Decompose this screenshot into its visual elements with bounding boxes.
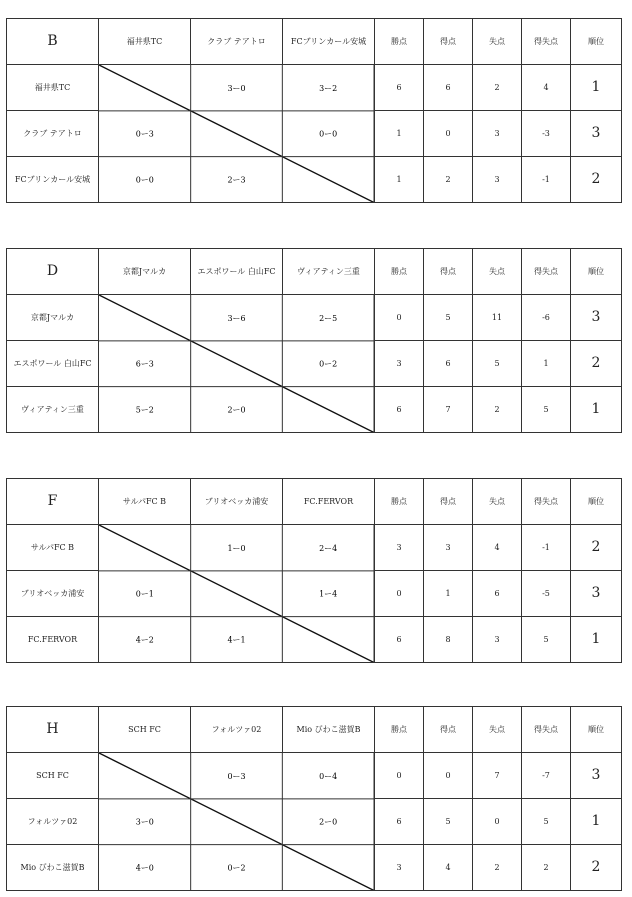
points: 3 bbox=[375, 845, 424, 891]
header-row bbox=[7, 707, 622, 753]
col-header-points: 勝点 bbox=[375, 479, 424, 525]
goals-for: 7 bbox=[424, 387, 473, 433]
team-name: エスポワール 白山FC bbox=[7, 341, 99, 387]
goals-against: 4 bbox=[473, 525, 522, 571]
team-name: FC.FERVOR bbox=[7, 617, 99, 663]
group-letter: B bbox=[7, 19, 99, 65]
goal-diff: -1 bbox=[522, 525, 571, 571]
match-result: 0ー3 bbox=[135, 129, 154, 139]
match-result: 3ー0 bbox=[227, 83, 246, 93]
diagonal-line bbox=[99, 525, 374, 663]
table-row bbox=[7, 65, 622, 111]
goals-against: 6 bbox=[473, 571, 522, 617]
group-letter: H bbox=[7, 707, 99, 753]
points: 0 bbox=[375, 295, 424, 341]
col-header-rank: 順位 bbox=[571, 707, 622, 753]
goals-for: 5 bbox=[424, 799, 473, 845]
col-header-team: クラブ テアトロ bbox=[191, 19, 283, 65]
col-header-goals-against: 失点 bbox=[473, 707, 522, 753]
group-b-table bbox=[6, 18, 622, 203]
team-name: ブリオベッカ浦安 bbox=[7, 571, 99, 617]
diagonal-results bbox=[99, 525, 375, 663]
goals-against: 7 bbox=[473, 753, 522, 799]
match-result: 2ー4 bbox=[319, 543, 338, 553]
goals-against: 2 bbox=[473, 65, 522, 111]
col-header-goals-against: 失点 bbox=[473, 479, 522, 525]
goal-diff: -3 bbox=[522, 111, 571, 157]
match-result: 2ー3 bbox=[227, 175, 246, 185]
points: 6 bbox=[375, 617, 424, 663]
points: 0 bbox=[375, 753, 424, 799]
team-name: クラブ テアトロ bbox=[7, 111, 99, 157]
goals-for: 1 bbox=[424, 571, 473, 617]
match-result: 0ー0 bbox=[135, 175, 154, 185]
col-header-team: SCH FC bbox=[99, 707, 191, 753]
group-f-table bbox=[6, 478, 622, 663]
match-result: 3ー6 bbox=[227, 313, 246, 323]
rank: 1 bbox=[571, 799, 622, 845]
goals-for: 8 bbox=[424, 617, 473, 663]
diagonal-line bbox=[99, 295, 374, 433]
goal-diff: 4 bbox=[522, 65, 571, 111]
points: 3 bbox=[375, 525, 424, 571]
group-h-table bbox=[6, 706, 622, 891]
table-row bbox=[7, 295, 622, 341]
col-header-goal-diff: 得失点 bbox=[522, 707, 571, 753]
col-header-points: 勝点 bbox=[375, 19, 424, 65]
col-header-team: 福井県TC bbox=[99, 19, 191, 65]
col-header-team: サルパFC B bbox=[99, 479, 191, 525]
col-header-goal-diff: 得失点 bbox=[522, 249, 571, 295]
col-header-team: Mio びわこ滋賀B bbox=[283, 707, 375, 753]
col-header-goals-for: 得点 bbox=[424, 249, 473, 295]
match-result: 4ー2 bbox=[135, 635, 154, 645]
team-name: FCブリンカール安城 bbox=[7, 157, 99, 203]
goals-for: 5 bbox=[424, 295, 473, 341]
diagonal-line bbox=[99, 65, 374, 203]
goals-for: 6 bbox=[424, 65, 473, 111]
group-letter: D bbox=[7, 249, 99, 295]
col-header-team: フォルツァ02 bbox=[191, 707, 283, 753]
team-name: フォルツァ02 bbox=[7, 799, 99, 845]
goals-for: 3 bbox=[424, 525, 473, 571]
goals-against: 3 bbox=[473, 617, 522, 663]
match-result: 0ー0 bbox=[319, 129, 338, 139]
points: 6 bbox=[375, 65, 424, 111]
goal-diff: 1 bbox=[522, 341, 571, 387]
team-name: 福井県TC bbox=[7, 65, 99, 111]
match-result: 2ー5 bbox=[319, 313, 338, 323]
team-name: SCH FC bbox=[7, 753, 99, 799]
col-header-rank: 順位 bbox=[571, 479, 622, 525]
header-row bbox=[7, 19, 622, 65]
goals-against: 3 bbox=[473, 111, 522, 157]
match-result: 3ー2 bbox=[319, 83, 338, 93]
col-header-goal-diff: 得失点 bbox=[522, 479, 571, 525]
match-result: 5ー2 bbox=[135, 405, 154, 415]
col-header-team: ヴィアティン三重 bbox=[283, 249, 375, 295]
header-row bbox=[7, 249, 622, 295]
group-letter: F bbox=[7, 479, 99, 525]
col-header-team: エスポワール 白山FC bbox=[191, 249, 283, 295]
match-result: 2ー0 bbox=[227, 405, 246, 415]
goals-against: 0 bbox=[473, 799, 522, 845]
match-result: 1ー4 bbox=[319, 589, 338, 599]
team-name: Mio びわこ滋賀B bbox=[7, 845, 99, 891]
col-header-rank: 順位 bbox=[571, 249, 622, 295]
points: 1 bbox=[375, 157, 424, 203]
goals-for: 0 bbox=[424, 753, 473, 799]
col-header-points: 勝点 bbox=[375, 249, 424, 295]
rank: 1 bbox=[571, 617, 622, 663]
match-result: 0ー2 bbox=[227, 863, 246, 873]
points: 6 bbox=[375, 387, 424, 433]
match-result: 4ー0 bbox=[135, 863, 154, 873]
goals-against: 11 bbox=[473, 295, 522, 341]
match-result: 4ー1 bbox=[227, 635, 246, 645]
diagonal-results bbox=[99, 65, 375, 203]
match-result: 6ー3 bbox=[135, 359, 154, 369]
match-result: 2ー0 bbox=[319, 817, 338, 827]
goals-for: 0 bbox=[424, 111, 473, 157]
col-header-team: FC.FERVOR bbox=[283, 479, 375, 525]
goals-for: 2 bbox=[424, 157, 473, 203]
rank: 2 bbox=[571, 341, 622, 387]
team-name: ヴィアティン三重 bbox=[7, 387, 99, 433]
col-header-team: ブリオベッカ浦安 bbox=[191, 479, 283, 525]
diagonal-results bbox=[99, 295, 375, 433]
goal-diff: 2 bbox=[522, 845, 571, 891]
team-name: サルパFC B bbox=[7, 525, 99, 571]
points: 1 bbox=[375, 111, 424, 157]
rank: 3 bbox=[571, 295, 622, 341]
col-header-goals-for: 得点 bbox=[424, 707, 473, 753]
goals-for: 6 bbox=[424, 341, 473, 387]
diagonal-results bbox=[99, 753, 375, 891]
points: 3 bbox=[375, 341, 424, 387]
goal-diff: 5 bbox=[522, 617, 571, 663]
table-row bbox=[7, 753, 622, 799]
rank: 2 bbox=[571, 845, 622, 891]
goal-diff: -6 bbox=[522, 295, 571, 341]
points: 6 bbox=[375, 799, 424, 845]
goals-against: 2 bbox=[473, 845, 522, 891]
rank: 2 bbox=[571, 157, 622, 203]
rank: 2 bbox=[571, 525, 622, 571]
goals-for: 4 bbox=[424, 845, 473, 891]
match-result: 0ー2 bbox=[319, 359, 338, 369]
header-row bbox=[7, 479, 622, 525]
goals-against: 3 bbox=[473, 157, 522, 203]
rank: 3 bbox=[571, 753, 622, 799]
goal-diff: -7 bbox=[522, 753, 571, 799]
goal-diff: 5 bbox=[522, 799, 571, 845]
match-result: 0ー4 bbox=[319, 771, 338, 781]
col-header-team: FCブリンカール安城 bbox=[283, 19, 375, 65]
col-header-goals-against: 失点 bbox=[473, 249, 522, 295]
diagonal-line bbox=[99, 753, 374, 891]
match-result: 1ー0 bbox=[227, 543, 246, 553]
goal-diff: 5 bbox=[522, 387, 571, 433]
goals-against: 5 bbox=[473, 341, 522, 387]
table-row bbox=[7, 525, 622, 571]
team-name: 京都Jマルカ bbox=[7, 295, 99, 341]
col-header-goals-for: 得点 bbox=[424, 19, 473, 65]
points: 0 bbox=[375, 571, 424, 617]
rank: 1 bbox=[571, 65, 622, 111]
col-header-team: 京都Jマルカ bbox=[99, 249, 191, 295]
match-result: 0ー3 bbox=[227, 771, 246, 781]
goal-diff: -1 bbox=[522, 157, 571, 203]
col-header-points: 勝点 bbox=[375, 707, 424, 753]
col-header-goals-against: 失点 bbox=[473, 19, 522, 65]
rank: 3 bbox=[571, 571, 622, 617]
rank: 3 bbox=[571, 111, 622, 157]
goal-diff: -5 bbox=[522, 571, 571, 617]
match-result: 3ー0 bbox=[135, 817, 154, 827]
col-header-goal-diff: 得失点 bbox=[522, 19, 571, 65]
group-d-table bbox=[6, 248, 622, 433]
col-header-rank: 順位 bbox=[571, 19, 622, 65]
rank: 1 bbox=[571, 387, 622, 433]
col-header-goals-for: 得点 bbox=[424, 479, 473, 525]
goals-against: 2 bbox=[473, 387, 522, 433]
match-result: 0ー1 bbox=[135, 589, 154, 599]
